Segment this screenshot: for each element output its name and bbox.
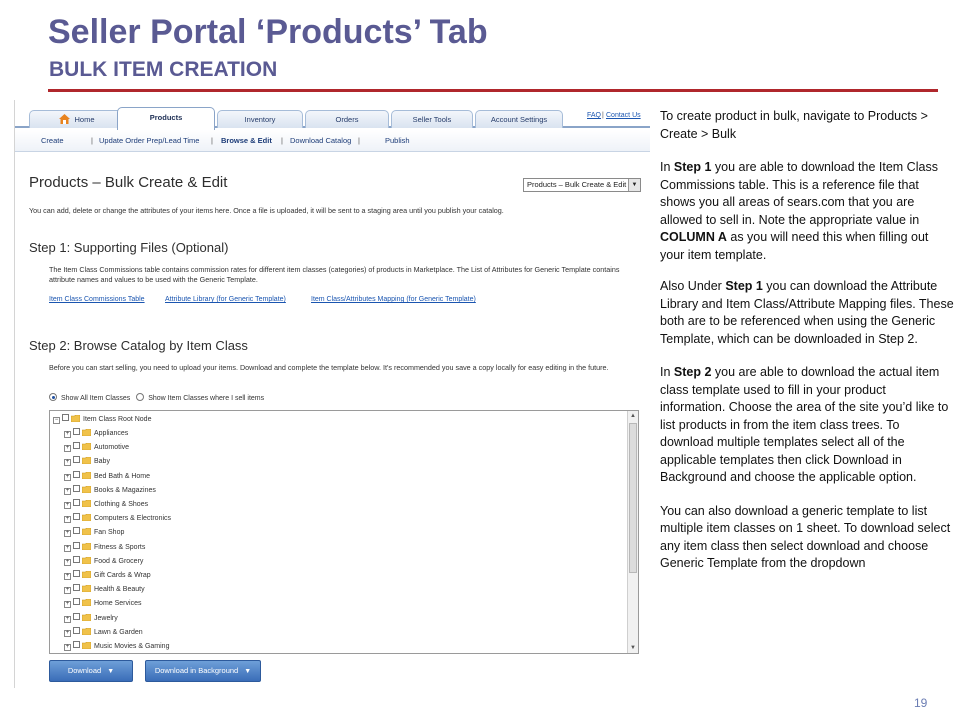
expand-icon[interactable]: + bbox=[65, 629, 70, 636]
tree-checkbox[interactable] bbox=[73, 542, 80, 549]
note-text: To create product in bulk, navigate to Products > Create > Bulk bbox=[660, 109, 928, 141]
note-paragraph bbox=[660, 364, 954, 487]
tree-checkbox[interactable] bbox=[73, 570, 80, 577]
step2-title: Step 2: Browse Catalog by Item Class bbox=[29, 338, 248, 353]
tree-node-item[interactable] bbox=[64, 455, 110, 469]
expand-icon[interactable]: + bbox=[65, 601, 70, 608]
item-class-commissions-link[interactable]: Item Class Commissions Table bbox=[49, 296, 145, 303]
tab-label: Inventory bbox=[244, 115, 276, 124]
item-class-filter bbox=[49, 393, 264, 402]
folder-icon bbox=[82, 599, 91, 606]
portal-screenshot bbox=[14, 100, 650, 688]
collapse-icon[interactable]: − bbox=[54, 417, 59, 423]
expand-icon[interactable]: + bbox=[65, 459, 70, 466]
tree-node-item[interactable] bbox=[64, 470, 150, 484]
radio-show-all-label: Show All Item Classes bbox=[61, 395, 131, 402]
note-text: In bbox=[660, 365, 674, 379]
tab-seller-tools[interactable] bbox=[391, 110, 473, 128]
folder-icon bbox=[82, 457, 91, 464]
note-emphasis: COLUMN A bbox=[660, 230, 727, 244]
tree-checkbox[interactable] bbox=[73, 442, 80, 449]
tree-checkbox[interactable] bbox=[73, 556, 80, 563]
step2-text: Before you can start selling, you need to upload your items. Download and complete the template below. It's recommended you save a copy locally for easy editing in the future. bbox=[49, 363, 609, 372]
folder-icon bbox=[82, 514, 91, 521]
folder-icon bbox=[82, 614, 91, 621]
tree-node-item[interactable] bbox=[64, 541, 145, 555]
note-text: You can also download a generic template to list multiple item classes on 1 sheet. To download select any item class then select download and choose Generic Template from the dropdown bbox=[660, 503, 951, 570]
expand-icon[interactable]: + bbox=[65, 644, 70, 650]
radio-show-all[interactable] bbox=[49, 393, 57, 401]
note-paragraph bbox=[660, 159, 954, 264]
folder-icon bbox=[82, 443, 91, 450]
folder-icon bbox=[82, 557, 91, 564]
tree-node-item[interactable] bbox=[64, 526, 124, 540]
expand-icon[interactable]: + bbox=[65, 431, 70, 437]
tree-node-item[interactable] bbox=[64, 498, 148, 512]
download-background-button[interactable] bbox=[145, 660, 261, 682]
note-paragraph bbox=[660, 503, 954, 573]
tree-checkbox[interactable] bbox=[73, 627, 80, 634]
tree-checkbox[interactable] bbox=[62, 414, 69, 421]
tree-checkbox[interactable] bbox=[73, 598, 80, 605]
folder-icon bbox=[82, 429, 91, 436]
expand-icon[interactable]: + bbox=[65, 473, 70, 480]
chevron-down-icon: ▼ bbox=[244, 668, 252, 675]
tree-node-item[interactable] bbox=[64, 626, 143, 640]
tree-node-label: Books & Magazines bbox=[94, 486, 156, 494]
home-icon bbox=[59, 114, 70, 124]
tree-checkbox[interactable] bbox=[73, 584, 80, 591]
note-text: In bbox=[660, 160, 674, 174]
instruction-notes bbox=[660, 108, 954, 589]
folder-icon bbox=[82, 585, 91, 592]
tree-node-item[interactable] bbox=[64, 427, 128, 441]
tree-node-label: Fitness & Sports bbox=[94, 543, 146, 551]
tree-node-item[interactable] bbox=[64, 597, 141, 611]
tab-orders[interactable] bbox=[305, 110, 389, 128]
chevron-down-icon: ▼ bbox=[107, 668, 115, 675]
contact-us-link[interactable]: Contact Us bbox=[606, 112, 641, 119]
tree-scrollbar[interactable] bbox=[627, 411, 638, 653]
tree-node-label: Automotive bbox=[94, 444, 130, 452]
folder-icon bbox=[82, 500, 91, 507]
expand-icon[interactable]: + bbox=[65, 587, 70, 594]
tree-node-label: Appliances bbox=[94, 430, 129, 437]
slide-subtitle: BULK ITEM CREATION bbox=[49, 58, 278, 81]
note-paragraph bbox=[660, 108, 954, 143]
tree-node-label: Fan Shop bbox=[94, 529, 125, 537]
tree-node-label: Home Services bbox=[94, 600, 142, 608]
tree-checkbox[interactable] bbox=[73, 513, 80, 520]
tree-node-label: Music Movies & Gaming bbox=[94, 643, 170, 650]
expand-icon[interactable]: + bbox=[65, 445, 70, 452]
tab-label: Seller Tools bbox=[412, 115, 452, 124]
tree-node-label: Gift Cards & Wrap bbox=[94, 572, 151, 579]
attribute-library-link[interactable]: Attribute Library (for Generic Template) bbox=[165, 296, 286, 303]
tab-account-settings[interactable] bbox=[475, 110, 563, 128]
tree-node-label: Jewelry bbox=[94, 614, 118, 622]
tree-checkbox[interactable] bbox=[73, 456, 80, 463]
expand-icon[interactable]: + bbox=[65, 516, 70, 523]
download-background-label: Download in Background bbox=[154, 666, 239, 675]
page-heading: Products – Bulk Create & Edit bbox=[29, 174, 228, 191]
tree-root-node[interactable] bbox=[53, 413, 151, 427]
subnav-browse-edit[interactable]: Browse & Edit bbox=[221, 136, 272, 145]
tree-checkbox[interactable] bbox=[73, 527, 80, 534]
tree-node-label: Lawn & Garden bbox=[94, 628, 143, 636]
tree-node-item[interactable] bbox=[64, 512, 171, 526]
tree-node-label: Baby bbox=[94, 458, 110, 466]
step1-title: Step 1: Supporting Files (Optional) bbox=[29, 240, 229, 255]
tab-label: Home bbox=[74, 115, 95, 124]
folder-icon bbox=[82, 472, 91, 479]
folder-icon bbox=[71, 415, 80, 422]
expand-icon[interactable]: + bbox=[65, 530, 70, 537]
faq-separator: | bbox=[602, 112, 604, 119]
note-text: you can download the Attribute Library and Item Class/Attribute Mapping files. These both are to be referenced when using the Generic Template, which can be downloaded in Step 2. bbox=[660, 279, 954, 346]
tree-node-item[interactable] bbox=[64, 640, 169, 654]
tab-label: Account Settings bbox=[490, 115, 548, 124]
tree-node-item[interactable] bbox=[64, 555, 143, 569]
tree-node-item[interactable] bbox=[64, 441, 129, 455]
radio-show-mine[interactable] bbox=[136, 393, 144, 401]
expand-icon[interactable]: + bbox=[65, 487, 70, 494]
tree-node-item[interactable] bbox=[64, 569, 151, 583]
item-class-tree[interactable] bbox=[49, 410, 639, 654]
expand-icon[interactable]: + bbox=[65, 573, 70, 579]
radio-show-mine-label: Show Item Classes where I sell items bbox=[148, 395, 265, 402]
tree-checkbox[interactable] bbox=[73, 471, 80, 478]
tree-node-label: Computers & Electronics bbox=[94, 515, 172, 523]
scroll-thumb[interactable] bbox=[629, 423, 637, 573]
subnav-publish[interactable]: Publish bbox=[385, 136, 410, 145]
tree-checkbox[interactable] bbox=[73, 428, 80, 435]
expand-icon[interactable]: + bbox=[65, 544, 70, 551]
tree-node-label: Health & Beauty bbox=[94, 586, 145, 594]
slide-title: Seller Portal ‘Products’ Tab bbox=[48, 13, 488, 51]
subnav-separator: | bbox=[91, 136, 93, 145]
chevron-down-icon: ▼ bbox=[628, 179, 640, 191]
expand-icon[interactable]: + bbox=[65, 502, 70, 508]
tab-inventory[interactable] bbox=[217, 110, 303, 128]
note-paragraph bbox=[660, 278, 954, 348]
note-emphasis: Step 1 bbox=[725, 279, 763, 293]
expand-icon[interactable]: + bbox=[65, 558, 70, 565]
page-select-value: Products – Bulk Create & Edit bbox=[527, 180, 627, 189]
title-divider bbox=[48, 89, 938, 92]
tree-node-item[interactable] bbox=[64, 612, 118, 626]
page-number: 19 bbox=[914, 696, 928, 710]
scroll-up-icon[interactable]: ▲ bbox=[630, 413, 636, 419]
scroll-down-icon[interactable]: ▼ bbox=[630, 645, 636, 651]
tree-checkbox[interactable] bbox=[73, 499, 80, 506]
tree-node-label: Bed Bath & Home bbox=[94, 472, 151, 480]
note-text: you are able to download the actual item class template used to fill in your product information. Choose the area of the site you’d like to list products in from the item class trees. To download multiple templates select all of the applicable templates then click Download in Background and choose the applicable option. bbox=[660, 365, 949, 484]
download-button[interactable] bbox=[49, 660, 133, 682]
tree-checkbox[interactable] bbox=[73, 613, 80, 620]
tree-node-label: Item Class Root Node bbox=[83, 416, 152, 423]
tab-label: Products bbox=[149, 113, 183, 122]
subnav-update-order-prep[interactable]: Update Order Prep/Lead Time bbox=[99, 136, 200, 145]
folder-icon bbox=[82, 486, 91, 493]
tree-checkbox[interactable] bbox=[73, 641, 80, 648]
folder-icon bbox=[82, 628, 91, 635]
tree-checkbox[interactable] bbox=[73, 485, 80, 492]
note-text: as you will need this when filling out your item template. bbox=[660, 230, 929, 262]
folder-icon bbox=[82, 642, 91, 649]
note-text: you are able to download the Item Class Commissions table. This is a reference file that shows you all areas of sears.com that you are allowed to sell in. Note the appropriate value in bbox=[660, 160, 938, 227]
page-description: You can add, delete or change the attributes of your items here. Once a file is uploaded, it will be sent to a staging area until you publish your catalog. bbox=[29, 206, 504, 215]
note-emphasis: Step 2 bbox=[673, 365, 712, 379]
note-emphasis: Step 1 bbox=[673, 160, 712, 174]
note-text: Also Under bbox=[660, 279, 726, 293]
expand-icon[interactable]: + bbox=[65, 615, 70, 622]
download-button-label: Download bbox=[67, 666, 102, 675]
products-subnav bbox=[15, 130, 650, 152]
tree-node-label: Food & Grocery bbox=[94, 557, 144, 565]
folder-icon bbox=[82, 528, 91, 535]
step1-text: The Item Class Commissions table contains commission rates for different item classes (categories) of products in Marketplace. The List of Attributes for Generic Template contains attribute names and values to be used with the Generic Template. bbox=[49, 265, 620, 284]
tree-node-label: Clothing & Shoes bbox=[94, 501, 149, 508]
tab-home[interactable] bbox=[29, 110, 125, 128]
subnav-separator: | bbox=[211, 136, 213, 145]
subnav-create[interactable]: Create bbox=[41, 136, 64, 145]
subnav-download-catalog[interactable]: Download Catalog bbox=[290, 136, 352, 145]
folder-icon bbox=[82, 571, 91, 578]
subnav-separator: | bbox=[281, 136, 283, 145]
tab-products[interactable] bbox=[117, 107, 215, 130]
page-select[interactable] bbox=[523, 178, 641, 192]
main-tab-bar bbox=[15, 100, 650, 128]
tab-label: Orders bbox=[335, 115, 359, 124]
folder-icon bbox=[82, 543, 91, 550]
tree-node-item[interactable] bbox=[64, 484, 156, 498]
tree-node-item[interactable] bbox=[64, 583, 145, 597]
faq-link[interactable]: FAQ bbox=[587, 112, 602, 119]
subnav-separator: | bbox=[358, 136, 360, 145]
attribute-mapping-link[interactable]: Item Class/Attributes Mapping (for Generic Template) bbox=[311, 296, 476, 303]
